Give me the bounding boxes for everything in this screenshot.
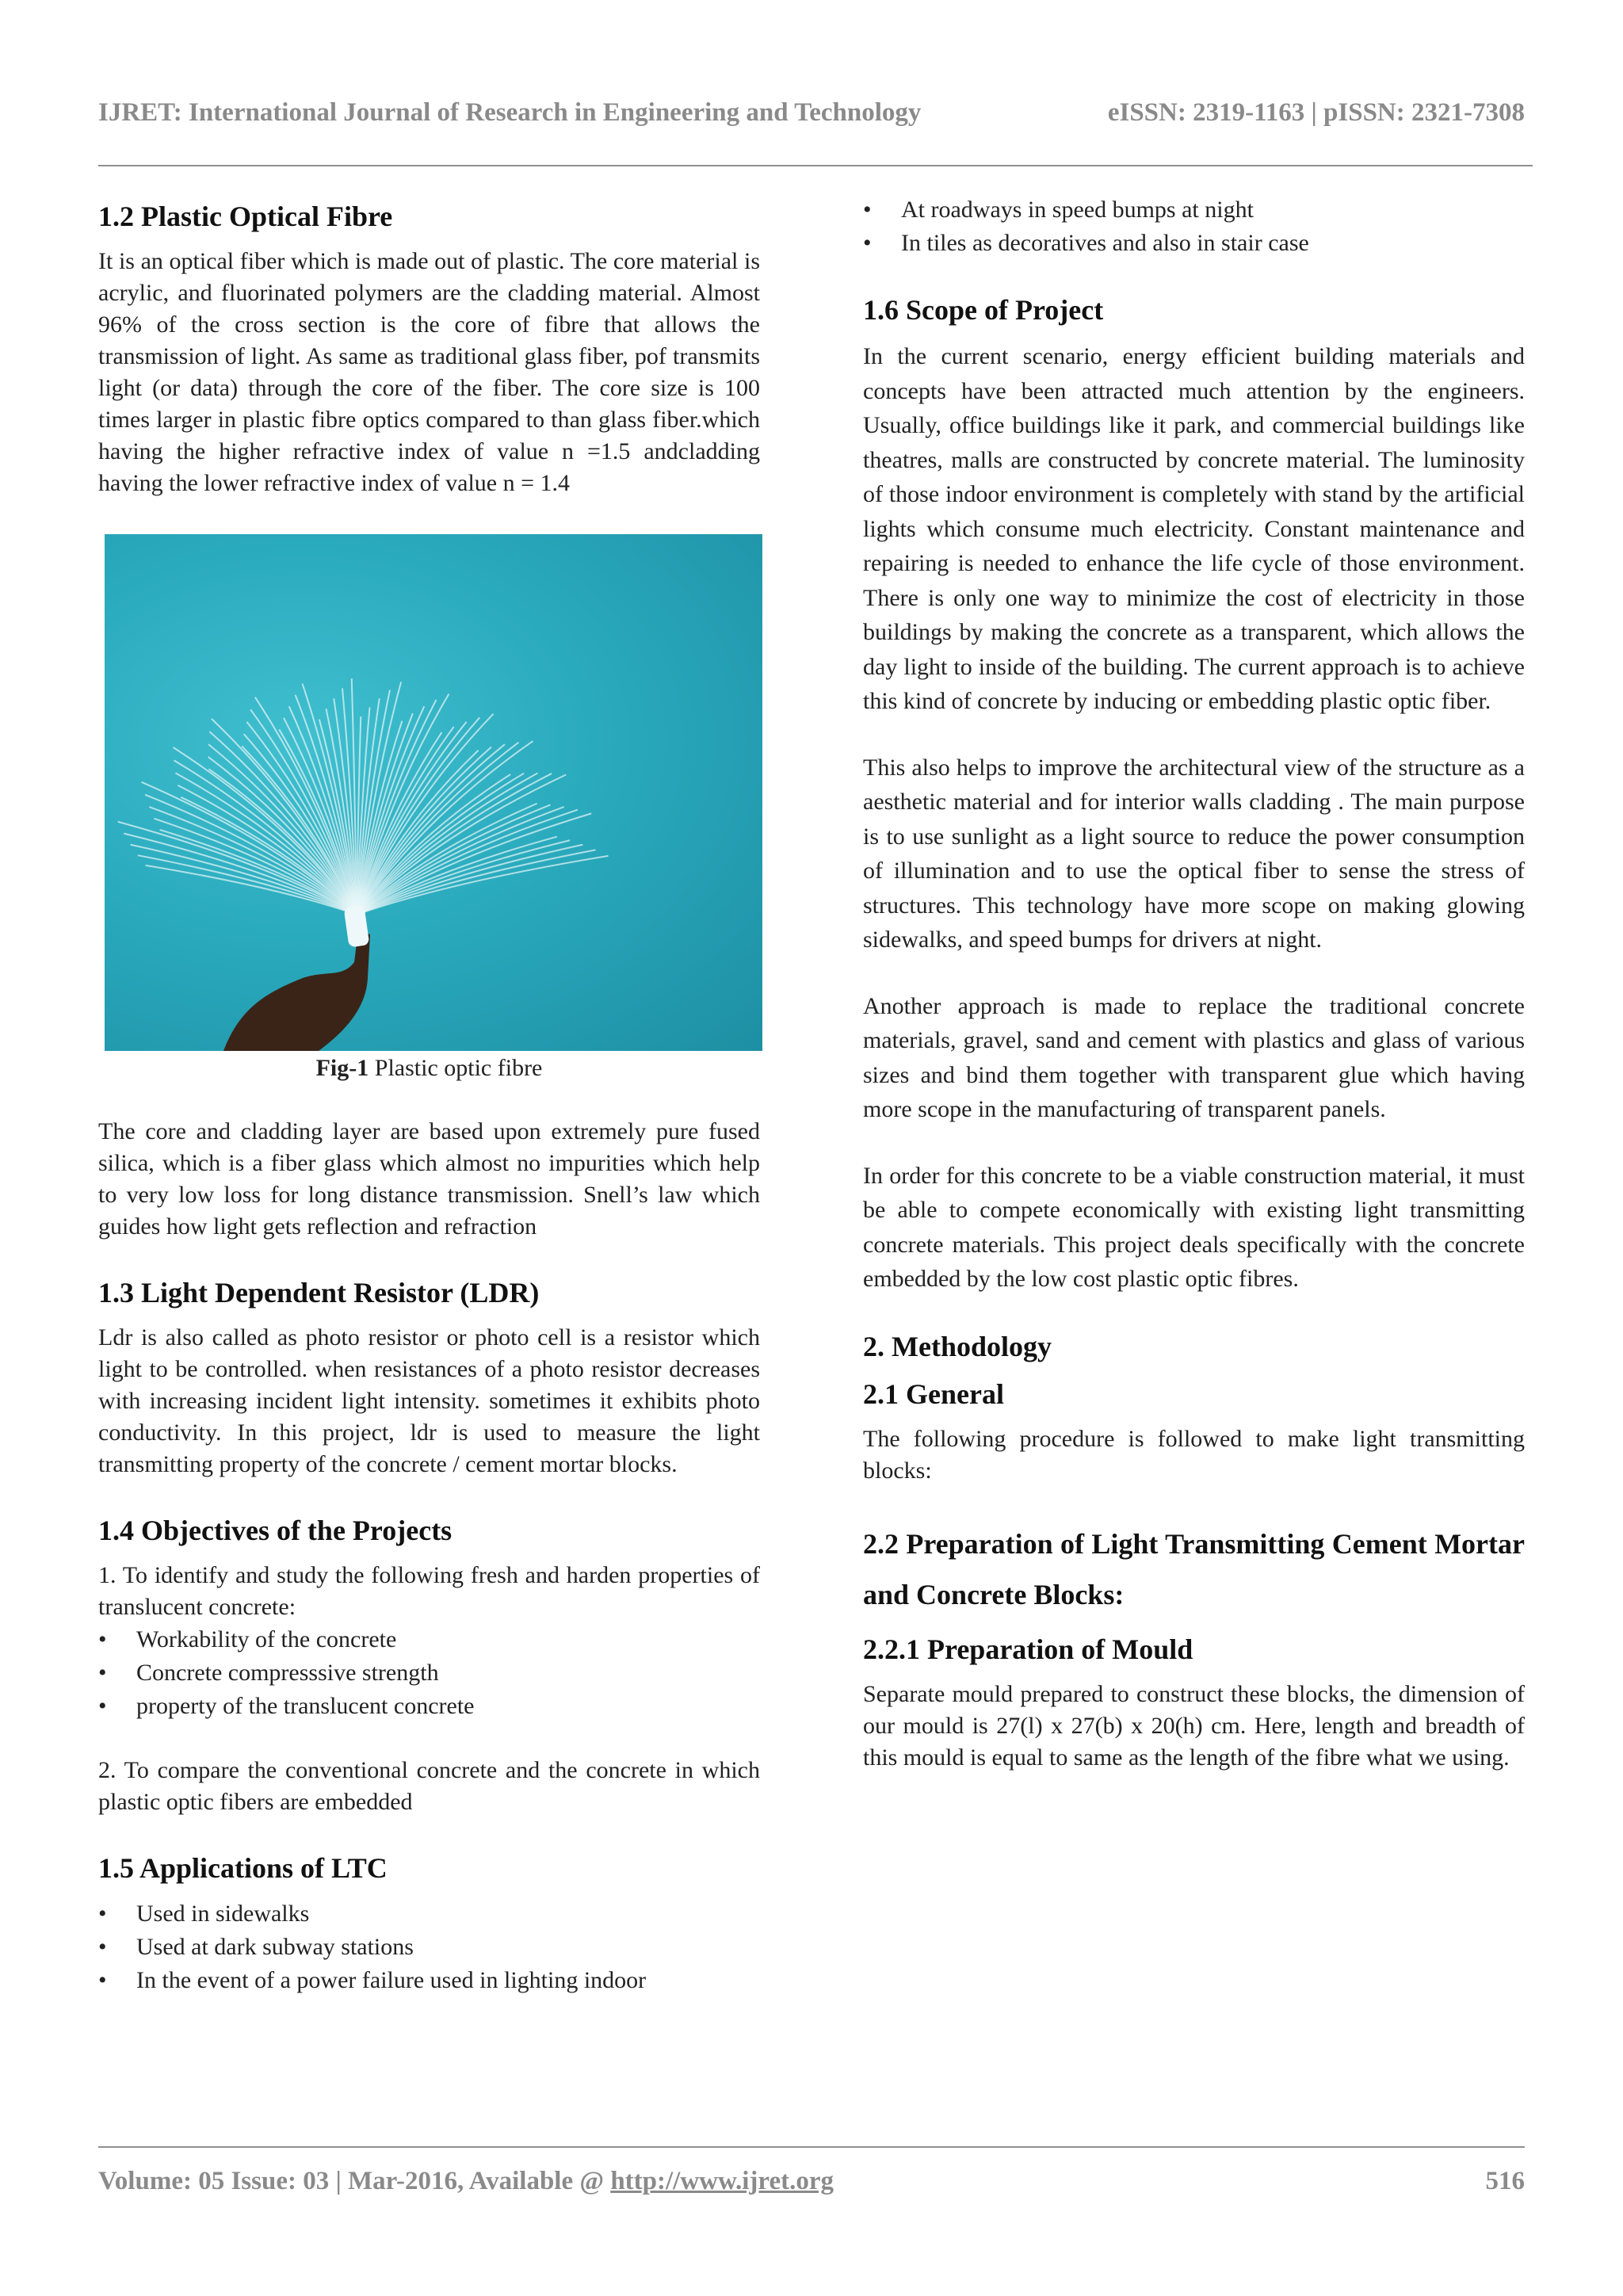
list-item: • Used at dark subway stations: [98, 1931, 760, 1964]
list-item: • In tiles as decoratives and also in stair case: [863, 227, 1525, 260]
section-2-title: 2. Methodology: [863, 1330, 1052, 1362]
list-item: • In the event of a power failure used in lighting indoor: [98, 1964, 760, 1997]
figure-caption: [98, 1052, 760, 1084]
right-column: [863, 198, 1525, 1774]
fibre-illustration: [105, 534, 762, 1051]
list-item: • Concrete compresssive strength: [98, 1656, 760, 1690]
footer-divider: [98, 2146, 1525, 2148]
left-column: [98, 198, 760, 1997]
applications-list-continued: [863, 193, 1525, 260]
section-1-2-text: It is an optical fiber which is made out of plastic. The core material is acrylic, and fluorinated polymers are the cladding material. Almost 96% of the cross section is the core of fibre that allows the transmission of light. As same as traditional glass fiber, pof transmits light (or data) through the core of the fiber. The core size is 100 times larger in plastic fibre optics compared to than glass fiber.which having the higher refractive index of value n =1.5 andcladding having the lower refractive index of value n = 1.4: [98, 248, 760, 496]
objectives-list: [98, 1623, 760, 1723]
section-1-3-title: 1.3 Light Dependent Resistor (LDR): [98, 1277, 540, 1308]
section-2-2-title: 2.2 Preparation of Light Transmitting Cement Mortar and Concrete Blocks:: [863, 1527, 1525, 1610]
list-item: • Workability of the concrete: [98, 1623, 760, 1656]
section-1-5-title: 1.5 Applications of LTC: [98, 1852, 388, 1884]
section-2-2-1-title: 2.2.1 Preparation of Mould: [863, 1633, 1193, 1665]
section-2-1-title: 2.1 General: [863, 1377, 1004, 1410]
applications-list: [98, 1897, 760, 1997]
list-item: • property of the translucent concrete: [98, 1690, 760, 1723]
page-footer: [98, 2167, 1525, 2196]
issn: eISSN: 2319-1163 | pISSN: 2321-7308: [1107, 98, 1525, 127]
list-item: • At roadways in speed bumps at night: [863, 193, 1525, 227]
section-1-2-title: 1.2 Plastic Optical Fibre: [98, 201, 393, 232]
figure-label: Fig-1: [315, 1055, 369, 1081]
section-1-2-text-2: The core and cladding layer are based upon extremely pure fused silica, which is a fiber glass which almost no impurities which help to very low loss for long distance transmission. Snell’s law which guides how light gets reflection and refraction: [98, 1118, 760, 1240]
page-header: [98, 98, 1525, 128]
journal-link[interactable]: http://www.ijret.org: [610, 2167, 834, 2195]
section-1-6-paragraph-4: In order for this concrete to be a viable construction material, it must be able to compete economically with existing light transmitting concrete materials. This project deals specifically with the concrete embedded by the low cost plastic optic fibres.: [863, 1162, 1525, 1292]
page-number: 516: [1485, 2167, 1525, 2195]
journal-title: IJRET: International Journal of Research in Engineering and Technology: [98, 98, 922, 127]
section-1-4-text-1: 1. To identify and study the following fresh and harden properties of translucent concrete:: [98, 1562, 760, 1620]
header-divider: [98, 165, 1533, 166]
volume-info: Volume: 05 Issue: 03 | Mar-2016, Available @: [98, 2167, 605, 2195]
section-1-4-title: 1.4 Objectives of the Projects: [98, 1515, 453, 1546]
figure-caption-text: Plastic optic fibre: [374, 1055, 543, 1081]
section-1-6-title: 1.6 Scope of Project: [863, 294, 1104, 326]
footer-volume: [98, 2167, 834, 2196]
section-1-3-text: Ldr is also called as photo resistor or photo cell is a resistor which light to be controlled. when resistances of a photo resistor decreases with increasing incident light intensity. sometimes it exhibits photo conductivity. In this project, ldr is used to measure the light transmitting property of the concrete / cement mortar blocks.: [98, 1324, 760, 1477]
section-1-4-text-2: 2. To compare the conventional concrete and the concrete in which plastic optic fibers are embedded: [98, 1757, 760, 1815]
section-1-6-paragraph-1: In the current scenario, energy efficient building materials and concepts have been attracted much attention by the engineers. Usually, office buildings like it park, and commercial buildings like theatres, malls are constructed by concrete material. The luminosity of those indoor environment is completely with stand by the artificial lights which consume much electricity. Constant maintenance and repairing is needed to enhance the life cycle of those environment. There is only one way to minimize the cost of electricity in those buildings by making the concrete as a transparent, which allows the day light to inside of the building. The current approach is to achieve this kind of concrete by inducing or embedding plastic optic fiber.: [863, 343, 1525, 714]
section-2-1-text: The following procedure is followed to make light transmitting blocks:: [863, 1425, 1525, 1484]
figure-plastic-optic-fibre: [105, 534, 762, 1051]
section-1-6-paragraph-2: This also helps to improve the architectural view of the structure as a aesthetic material and for interior walls cladding . The main purpose is to use sunlight as a light source to reduce the power consumption of illumination and to use the optical fiber to sense the stress of structures. This technology have more scope on making glowing sidewalks, and speed bumps for drivers at night.: [863, 754, 1525, 953]
section-2-2-1-text: Separate mould prepared to construct these blocks, the dimension of our mould is 27(l) x 27(b) x 20(h) cm. Here, length and breadth of this mould is equal to same as the length of the fibre what we using.: [863, 1680, 1525, 1771]
section-1-6-paragraph-3: Another approach is made to replace the traditional concrete materials, gravel, sand and cement with plastics and glass of various sizes and bind them together with transparent glue which having more scope in the manufacturing of transparent panels.: [863, 992, 1525, 1122]
list-item: • Used in sidewalks: [98, 1897, 760, 1931]
